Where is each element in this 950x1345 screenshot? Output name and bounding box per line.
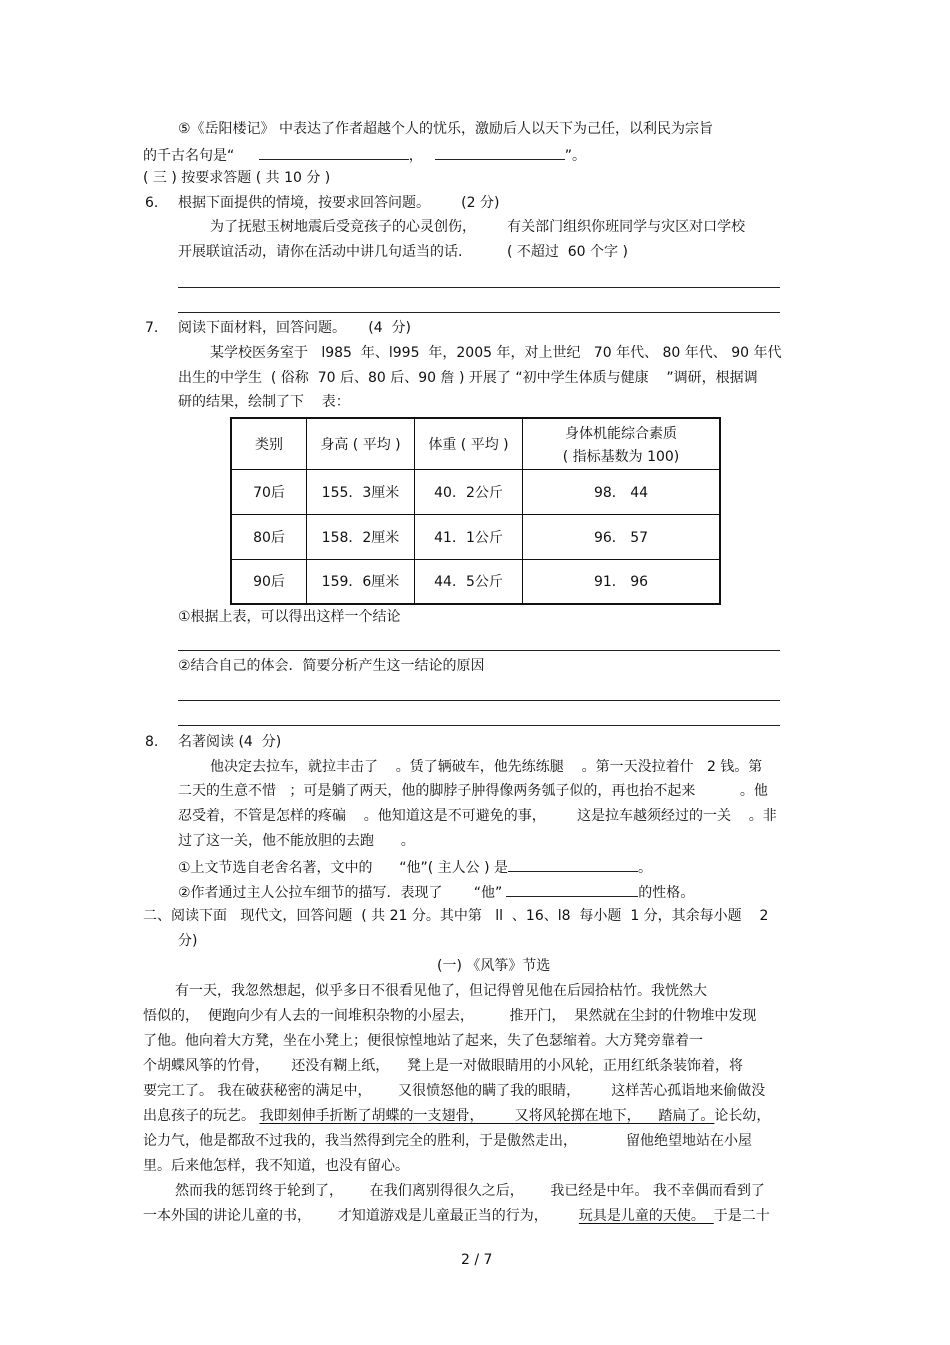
- page-number: 2 / 7: [461, 1252, 493, 1268]
- table-row: [231, 559, 720, 604]
- cell-weight: 41．1公斤: [415, 514, 523, 559]
- answer-line[interactable]: [178, 287, 780, 288]
- q7-line3: 研的结果，绘制了下 表：: [178, 394, 350, 410]
- cell-weight: 44．5公斤: [415, 559, 523, 604]
- table-row: [231, 469, 720, 514]
- q6-line1: 为了抚慰玉树地震后受竞孩子的心灵创伤， 有关部门组织你班同学与灾区对口学校: [210, 219, 746, 235]
- q8-prompt: 名著阅读 (4 分): [178, 734, 282, 750]
- q5-line2: [143, 145, 586, 165]
- underlined-text: 玩具是儿童的天使。: [578, 1208, 714, 1224]
- passage-line: 要完工了。 我在破获秘密的满足中， 又很愤怒他的瞒了我的眼睛， 这样苦心孤诣地来偷做没: [143, 1083, 766, 1099]
- header-fitness: [523, 418, 721, 469]
- q5-line1: ⑤《岳阳楼记》 中表达了作者超越个人的忧乐，激励后人以天下为己任，以利民为宗旨: [178, 121, 713, 137]
- cell-fitness: 96． 57: [523, 514, 721, 559]
- cell-fitness: 91． 96: [523, 559, 721, 604]
- header-category: 类别: [231, 418, 307, 469]
- passage-line: 悟似的， 便跑向少有人去的一间堆积杂物的小屋去， 推开门， 果然就在尘封的什物堆中发现: [143, 1008, 757, 1024]
- passage-text: 于是二十: [713, 1208, 770, 1224]
- q5-line2-post: ”。: [564, 148, 586, 164]
- answer-blank[interactable]: [506, 882, 638, 897]
- q8-para-line: 过了这一关，他不能放胆的去跑 。: [178, 833, 415, 849]
- header-fitness-line2: ( 指标基数为 100): [562, 448, 680, 465]
- header-weight: 体重 ( 平均 ): [415, 418, 523, 469]
- cell-weight: 40．2公斤: [415, 469, 523, 514]
- q8-sub2: [178, 882, 694, 902]
- q8-sub2-end: 的性格。: [638, 885, 695, 901]
- q8-number: 8.: [145, 734, 159, 750]
- q7-sub1: ①根据上表，可以得出这样一个结论: [178, 609, 401, 625]
- q8-sub1-text: ①上文节选自老舍名著，文中的 “他”( 主人公 ) 是: [178, 860, 509, 876]
- passage-text: 论长幼，: [714, 1108, 771, 1124]
- passage-line: [143, 1107, 770, 1125]
- q6-number: 6.: [145, 195, 159, 211]
- answer-line[interactable]: [178, 650, 780, 651]
- q6-prompt: 根据下面提供的情境，按要求回答问题。 (2 分): [178, 195, 500, 211]
- part2-heading-line1: 二、阅读下面 现代文，回答问题 ( 共 21 分。其中第 ll 、16、l8 每小题 1 分，其余每小题 2: [143, 908, 769, 924]
- q7-number: 7.: [145, 320, 159, 336]
- passage-line: 然而我的惩罚终于轮到了， 在我们离别得很久之后， 我已经是中年。 我不幸偶而看到了: [175, 1183, 765, 1199]
- q6-line2: 开展联谊活动，请你在活动中讲几句适当的话. ( 不超过 60 个字 ): [178, 244, 628, 260]
- q5-line2-mid: ，: [408, 148, 423, 164]
- table-row: [231, 514, 720, 559]
- q7-line1: 某学校医务室于 l985 年、l995 年，2005 年，对上世纪 70 年代、 80 年代、 90 年代: [210, 345, 782, 361]
- q7-line2: 出生的中学生 ( 俗称 70 后、80 后、90 詹 ) 开展了 “初中学生体质与健康 ”调研，根据调: [178, 370, 758, 386]
- answer-line[interactable]: [178, 700, 780, 701]
- table-header-row: [231, 418, 720, 469]
- answer-line[interactable]: [178, 312, 780, 313]
- cell-height: 155．3厘米: [307, 469, 415, 514]
- kite-title: (一) 《风筝》节选: [437, 958, 551, 974]
- cell-category: 80后: [231, 514, 307, 559]
- passage-line: 个胡蝶风筝的竹骨， 还没有糊上纸， 凳上是一对做眼睛用的小风轮，正用红纸条装饰着，将: [143, 1058, 744, 1074]
- q7-prompt: 阅读下面材料，回答问题。 (4 分): [178, 320, 411, 336]
- q8-para-line: 忍受着，不管是怎样的疼碥 。他知道这是不可避免的事， 这是拉车越须经过的一关 。非: [178, 808, 777, 824]
- answer-blank[interactable]: [508, 857, 638, 872]
- passage-text: 出息孩子的玩艺。: [143, 1108, 260, 1124]
- cell-category: 70后: [231, 469, 307, 514]
- cell-fitness: 98． 44: [523, 469, 721, 514]
- answer-blank[interactable]: [435, 145, 565, 160]
- passage-line: [143, 1207, 770, 1225]
- header-height: 身高 ( 平均 ): [307, 418, 415, 469]
- q8-sub1: [178, 857, 652, 877]
- q8-para-line: 他决定去拉车，就拉丰击了 。赁了辆破车，他先练练腿 。第一天没拉着什 2 钱。第: [210, 759, 763, 775]
- q8-sub1-end: 。: [638, 860, 653, 876]
- passage-line: 论力气，他是都敌不过我的，我当然得到完全的胜利，于是傲然走出， 留他绝望地站在小屋: [143, 1133, 752, 1149]
- answer-line[interactable]: [178, 725, 780, 726]
- q8-para-line: 二天的生意不惜 ；可是躺了两天，他的脚脖子肿得像两务瓠子似的，再也抬不起来 。他: [178, 783, 768, 799]
- cell-category: 90后: [231, 559, 307, 604]
- cell-height: 158．2厘米: [307, 514, 415, 559]
- part2-heading-line2: 分): [178, 933, 198, 949]
- passage-line: 了他。他向着大方凳，坐在小凳上；便很惊惶地站了起来，失了色瑟缩着。大方凳旁靠着一: [143, 1033, 703, 1049]
- health-survey-table: [230, 417, 721, 605]
- cell-height: 159．6厘米: [307, 559, 415, 604]
- q5-line2-pre: 的千古名句是“: [143, 148, 239, 164]
- passage-line: 里。后来他怎样，我不知道，也没有留心。: [143, 1158, 409, 1174]
- header-fitness-line1: 身体机能综合素质: [565, 425, 677, 442]
- answer-blank[interactable]: [259, 145, 409, 160]
- q7-sub2: ②结合自己的体会．简要分析产生这一结论的原因: [178, 658, 485, 674]
- section3-heading: ( 三 ) 按要求答题 ( 共 10 分 ): [143, 170, 331, 186]
- passage-line: 有一天，我忽然想起，似乎多日不很看见他了，但记得曾见他在后园拾枯竹。我恍然大: [175, 983, 707, 999]
- underlined-text: 我即刻伸手折断了胡蝶的一支翅骨， 又将风轮掷在地下， 踏扁了。: [259, 1108, 715, 1124]
- passage-text: 一本外国的讲论儿童的书， 才知道游戏是儿童最正当的行为，: [143, 1208, 579, 1224]
- q8-sub2-text: ②作者通过主人公拉车细节的描写．表现了 “他”: [178, 885, 503, 901]
